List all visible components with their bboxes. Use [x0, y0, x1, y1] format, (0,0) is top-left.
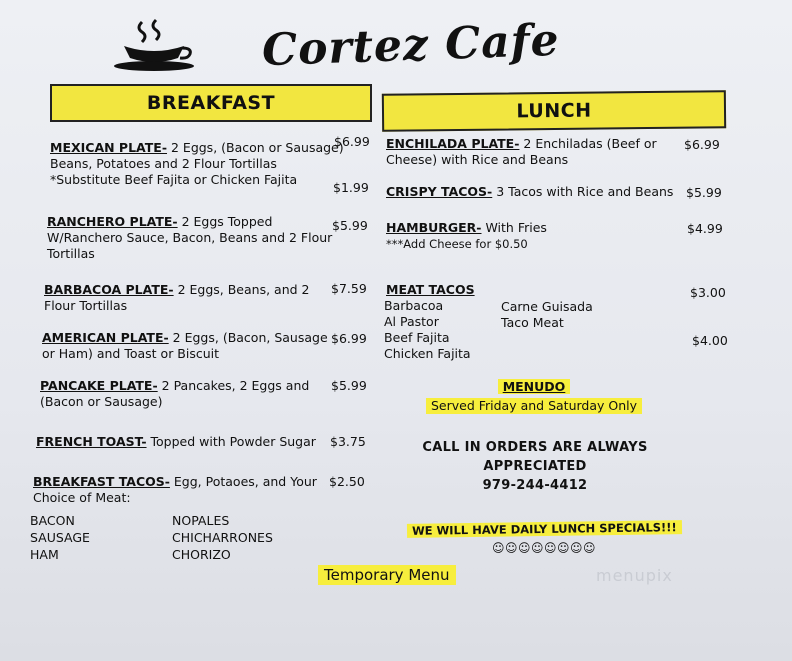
daily-specials-notice: WE WILL HAVE DAILY LUNCH SPECIALS!!! ☺☺☺☺☺☺☺☺ — [394, 518, 694, 556]
price: $1.99 — [333, 180, 369, 195]
lunch-header: LUNCH — [382, 90, 726, 132]
price: $5.99 — [331, 378, 367, 393]
price: $4.00 — [692, 333, 728, 348]
menu-item-mexican-plate: MEXICAN PLATE- 2 Eggs, (Bacon or Sausage) Beans, Potatoes and 2 Flour Tortillas *Substitute Beef Fajita or Chicken Fajita — [50, 140, 344, 187]
menu-item-ranchero-plate: RANCHERO PLATE- 2 Eggs Topped W/Ranchero Sauce, Bacon, Beans and 2 Flour Tortillas — [47, 214, 333, 261]
menu-item-american-plate: AMERICAN PLATE- 2 Eggs, (Bacon, Sausage or Ham) and Toast or Biscuit — [42, 330, 328, 361]
temporary-menu-label: Temporary Menu — [318, 565, 456, 585]
menu-item-breakfast-tacos: BREAKFAST TACOS- Egg, Potaoes, and Your Choice of Meat: — [33, 474, 317, 505]
menu-item-barbacoa-plate: BARBACOA PLATE- 2 Eggs, Beans, and 2 Flour Tortillas — [44, 282, 310, 313]
menu-item-enchilada-plate: ENCHILADA PLATE- 2 Enchiladas (Beef or Cheese) with Rice and Beans — [386, 136, 657, 167]
coffee-cup-icon — [112, 18, 202, 74]
phone-number: 979-244-4412 — [482, 478, 588, 493]
menudo-notice: MENUDO Served Friday and Saturday Only — [384, 376, 684, 414]
taco-meat-list-1: BACON SAUSAGE HAM — [30, 513, 90, 562]
price: $7.59 — [331, 281, 367, 296]
price: $6.99 — [331, 331, 367, 346]
menu-item-meat-tacos: MEAT TACOS — [386, 282, 475, 297]
price: $6.99 — [684, 137, 720, 152]
price: $2.50 — [329, 474, 365, 489]
menu-item-french-toast: FRENCH TOAST- Topped with Powder Sugar — [36, 434, 316, 449]
menu-item-hamburger: HAMBURGER- With Fries ***Add Cheese for $0.50 — [386, 220, 547, 251]
smiley-icons: ☺☺☺☺☺☺☺☺ — [491, 541, 597, 555]
price: $4.99 — [687, 221, 723, 236]
menu-item-pancake-plate: PANCAKE PLATE- 2 Pancakes, 2 Eggs and (Bacon or Sausage) — [40, 378, 310, 409]
menu-item-crispy-tacos: CRISPY TACOS- 3 Tacos with Rice and Beans — [386, 184, 674, 199]
price: $5.99 — [686, 185, 722, 200]
meat-taco-list-2: Carne Guisada Taco Meat — [501, 299, 593, 330]
price: $6.99 — [334, 134, 370, 149]
taco-meat-list-2: NOPALES CHICHARRONES CHORIZO — [172, 513, 273, 562]
price: $3.75 — [330, 434, 366, 449]
watermark: menupix — [596, 566, 673, 585]
breakfast-header: BREAKFAST — [50, 84, 372, 122]
price: $5.99 — [332, 218, 368, 233]
price: $3.00 — [690, 285, 726, 300]
restaurant-title: Cortez Cafe — [261, 14, 561, 77]
call-in-notice: CALL IN ORDERS ARE ALWAYS APPRECIATED 979-244-4412 — [422, 440, 648, 493]
meat-taco-list-1: Barbacoa Al Pastor Beef Fajita Chicken Fajita — [384, 298, 471, 361]
